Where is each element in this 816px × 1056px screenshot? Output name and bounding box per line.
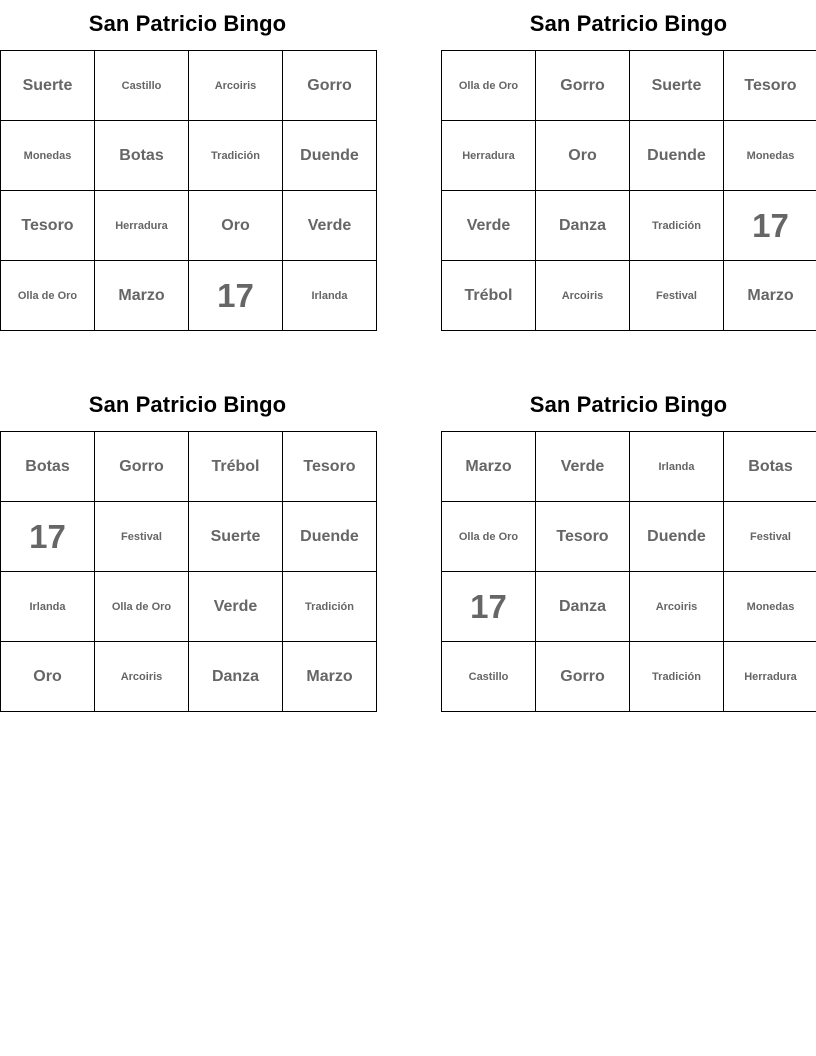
grid-row [442,432,816,502]
grid-cell: Suerte [189,502,283,572]
grid-cell: Tradición [283,572,377,642]
free-number-cell: 17 [189,261,283,331]
card-title: San Patricio Bingo [529,392,728,417]
grid-cell: Oro [536,121,630,191]
grid-cell: Arcoiris [189,51,283,121]
grid-row [1,191,377,261]
grid-cell: Tesoro [1,191,95,261]
grid-row [1,502,377,572]
card-title: San Patricio Bingo [88,11,287,36]
grid-cell: Trébol [189,432,283,502]
grid-row [1,432,377,502]
bingo-grid [0,431,377,712]
grid-cell: Arcoiris [95,642,189,712]
grid-cell: Gorro [536,642,630,712]
grid-cell: Monedas [724,572,816,642]
grid-cell: Botas [95,121,189,191]
grid-row [442,502,816,572]
grid-cell: Castillo [95,51,189,121]
grid-cell: Botas [724,432,816,502]
grid-cell: Duende [283,502,377,572]
grid-cell: Festival [724,502,816,572]
grid-row [1,261,377,331]
card-title: San Patricio Bingo [88,392,287,417]
grid-cell: Castillo [442,642,536,712]
grid-cell: Monedas [1,121,95,191]
grid-cell: Tesoro [283,432,377,502]
grid-cell: Verde [189,572,283,642]
grid-cell: Oro [1,642,95,712]
bingo-grid [0,50,377,331]
grid-cell: Danza [536,572,630,642]
grid-cell: Arcoiris [630,572,724,642]
grid-cell: Danza [189,642,283,712]
grid-cell: Duende [630,121,724,191]
grid-cell: Gorro [536,51,630,121]
bingo-grid [441,50,816,331]
grid-cell: Duende [630,502,724,572]
grid-row [442,261,816,331]
grid-cell: Herradura [95,191,189,261]
free-number-cell: 17 [442,572,536,642]
grid-cell: Marzo [283,642,377,712]
bingo-grid [441,431,816,712]
grid-cell: Marzo [724,261,816,331]
grid-row [442,191,816,261]
grid-cell: Herradura [724,642,816,712]
grid-cell: Festival [630,261,724,331]
grid-cell: Duende [283,121,377,191]
grid-cell: Suerte [630,51,724,121]
grid-cell: Herradura [442,121,536,191]
grid-row [442,121,816,191]
free-number-cell: 17 [724,191,816,261]
grid-cell: Verde [536,432,630,502]
free-number-cell: 17 [1,502,95,572]
grid-row [1,572,377,642]
grid-cell: Oro [189,191,283,261]
grid-cell: Danza [536,191,630,261]
grid-cell: Gorro [283,51,377,121]
grid-row [1,121,377,191]
grid-cell: Olla de Oro [95,572,189,642]
grid-cell: Irlanda [283,261,377,331]
grid-cell: Tradición [189,121,283,191]
grid-cell: Tradición [630,191,724,261]
grid-cell: Monedas [724,121,816,191]
grid-cell: Trébol [442,261,536,331]
grid-cell: Marzo [442,432,536,502]
grid-cell: Festival [95,502,189,572]
grid-cell: Tesoro [724,51,816,121]
grid-cell: Botas [1,432,95,502]
grid-row [442,642,816,712]
grid-cell: Olla de Oro [442,51,536,121]
grid-row [1,51,377,121]
grid-cell: Gorro [95,432,189,502]
grid-cell: Verde [442,191,536,261]
grid-cell: Irlanda [630,432,724,502]
grid-cell: Verde [283,191,377,261]
grid-cell: Marzo [95,261,189,331]
grid-row [442,51,816,121]
grid-cell: Olla de Oro [442,502,536,572]
grid-cell: Irlanda [1,572,95,642]
grid-cell: Olla de Oro [1,261,95,331]
grid-row [442,572,816,642]
card-title: San Patricio Bingo [529,11,728,36]
grid-cell: Tesoro [536,502,630,572]
grid-cell: Tradición [630,642,724,712]
grid-cell: Suerte [1,51,95,121]
grid-row [1,642,377,712]
grid-cell: Arcoiris [536,261,630,331]
